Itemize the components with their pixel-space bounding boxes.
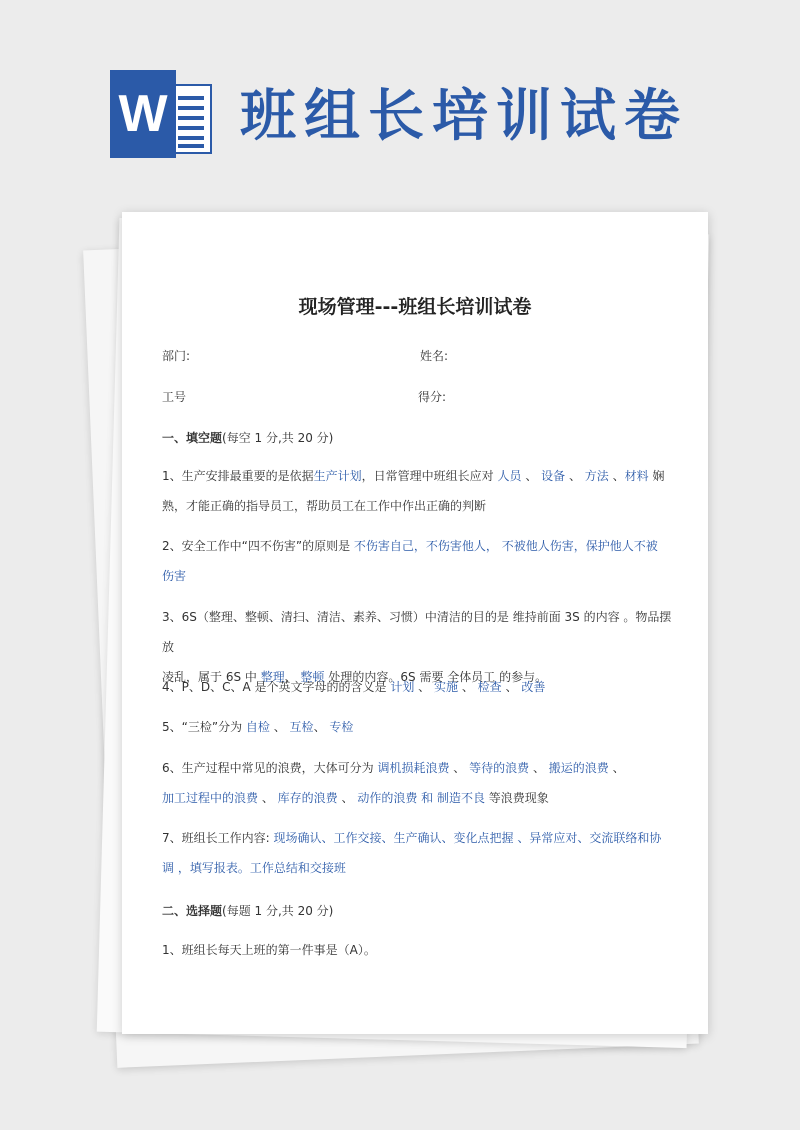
question-text: 娴 [648,469,665,483]
answer-text: 计划 [390,680,415,694]
answer-text: 制造不良 [436,791,485,805]
question-text: 7、班组长工作内容: [162,831,274,845]
question-text: 熟，才能正确的指导员工，帮助员工在工作中作出正确的判断 [162,499,487,513]
question-text: 凌乱，属于 6S 中 [162,670,261,684]
section-heading-note: (每题 1 分,共 20 分) [222,904,334,918]
answer-text: 检查 [477,680,502,694]
answer-text: 方法 [584,469,609,483]
answer-text: 互检 [289,720,314,734]
answer-text: 设备 [541,469,566,483]
question-text: 、 [565,469,585,483]
question-text: 、 [258,791,278,805]
choice-question-1 [162,935,672,965]
question-text: 2、安全工作中“四不伤害”的原则是 [162,539,354,553]
document-title: 现场管理---班组长培训试卷 [298,296,532,318]
answer-text: 调机损耗浪费 [377,761,450,775]
question-text: 、 [414,680,434,694]
question-7 [162,823,672,883]
question-text: 、 [529,761,549,775]
answer-text: 材料 [624,469,649,483]
answer-text: 人员 [497,469,522,483]
answer-text: 实施 [434,680,459,694]
section-heading-note: (每空 1 分,共 20 分) [222,431,334,445]
answer-text: 不伤害自己，不伤害他人， 不被他人伤害，保护他人不被 [353,539,658,553]
question-text: 1、生产安排最重要的是依据 [162,469,314,483]
answer-text: 专检 [329,720,354,734]
answer-text: 生产计划 [313,469,362,483]
answer-text: 整顿 [300,670,325,684]
word-logo-icon: W [110,70,176,158]
answer-text: 库存的浪费 [277,791,338,805]
question-6 [162,753,672,813]
employee-id-field: 工号 [162,390,187,404]
answer-text: 搬运的浪费 [548,761,609,775]
name-field: 姓名: [420,349,449,363]
answer-text: 伤害 [162,569,187,583]
answer-text: 调 ，填写报表。工作总结和交接班 [162,861,346,875]
answer-text: 等待的浪费 [469,761,530,775]
banner [0,0,800,200]
question-text: 等浪费现象 [484,791,549,805]
answer-text: 现场确认、工作交接、生产确认、变化点把握 、异常应对、交流联络和协 [273,831,662,845]
section-heading-label: 一、填空题 [162,431,223,445]
answer-text: 整理 [260,670,285,684]
answer-text: 改善 [521,680,546,694]
answer-text: 和 [417,791,437,805]
question-text: 、 [458,680,478,694]
section-heading-choice [162,902,333,919]
question-text: 6、生产过程中常见的浪费，大体可分为 [162,761,378,775]
banner-title: 班组长培训试卷 [240,84,688,149]
document-page [122,212,708,1034]
answer-text: 加工过程中的浪费 [162,791,259,805]
section-heading-label: 二、选择题 [162,904,223,918]
question-text: 5、“三检”分为 [162,720,246,734]
question-4 [162,672,672,702]
answer-text: 动作的浪费 [357,791,418,805]
question-text: 、 [337,791,358,805]
question-5 [162,712,672,742]
question-text: 处理的内容。6S 需要 全体员工 的参与。 [324,670,548,684]
question-text: 、 [521,469,542,483]
question-text: 、 [608,761,625,775]
question-2 [162,531,672,591]
section-heading-fill-in [162,429,333,446]
question-text: ，日常管理中班组长应对 [361,469,498,483]
score-field: 得分: [418,390,447,404]
question-text: 、 [449,761,470,775]
question-text: 、 [284,670,301,684]
dept-field: 部门: [162,349,191,363]
answer-text: 自检 [245,720,270,734]
question-text: 4、P、D、C、A 是个英文字母的的含义是 [162,680,391,694]
question-text: 、 [313,720,330,734]
question-text: 1、班组长每天上班的第一件事是（A）。 [162,943,376,957]
question-text: 、 [269,720,290,734]
question-text: 3、6S（整理、整顿、清扫、清洁、素养、习惯）中清洁的目的是 维持前面 3S 的内容 。物品摆放 [162,610,672,654]
question-text: 、 [501,680,522,694]
question-text: 、 [608,469,625,483]
question-1 [162,461,672,521]
